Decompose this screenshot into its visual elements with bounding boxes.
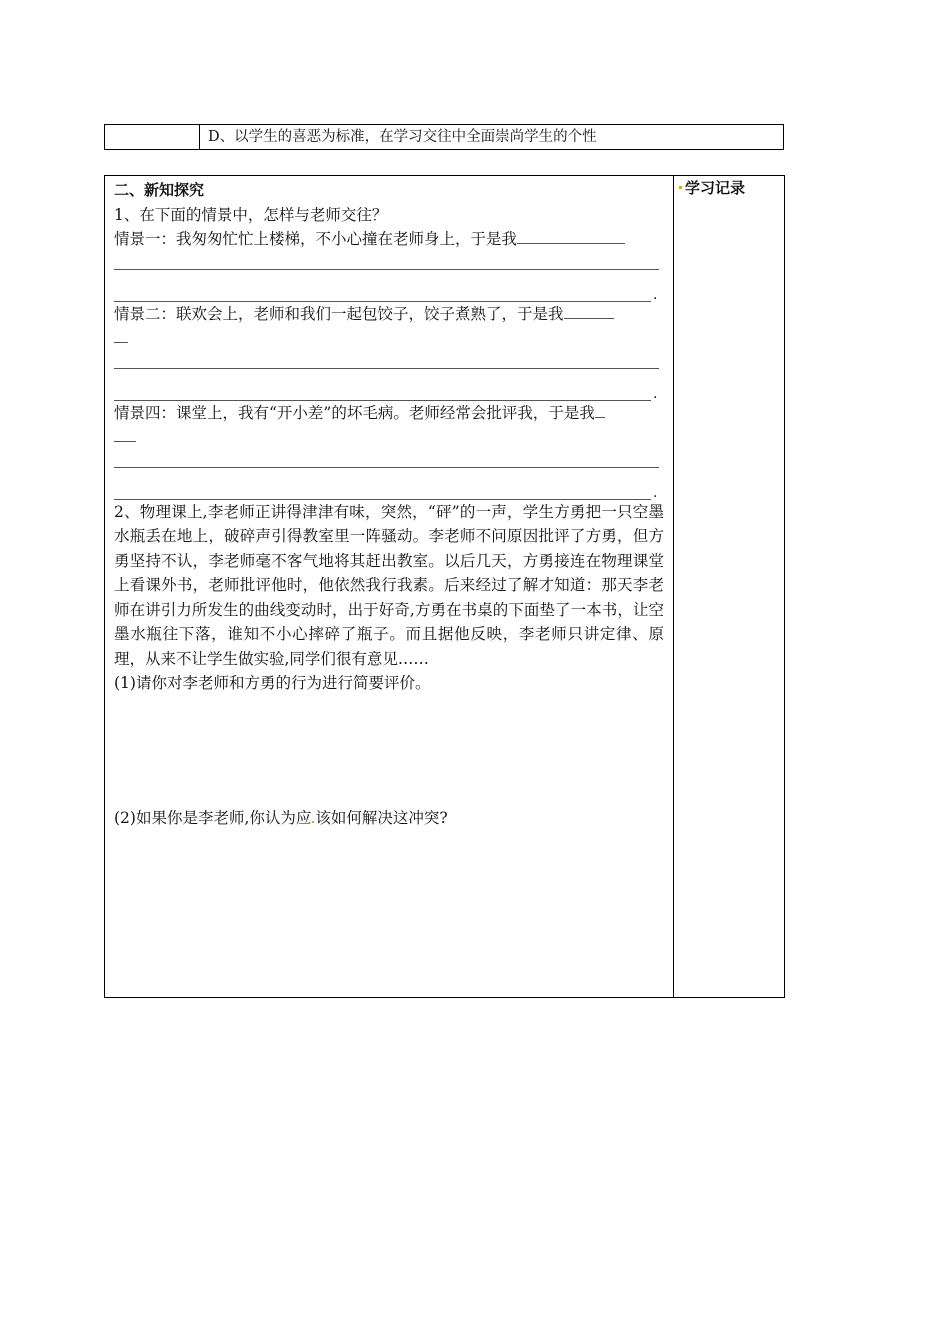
study-record-label: 学习记录 xyxy=(685,179,746,197)
scene-4-answer-blank[interactable] xyxy=(595,401,605,418)
option-d-text: D、以学生的喜恶为标准，在学习交往中全面崇尚学生的个性 xyxy=(208,129,597,145)
scene-1-text: 情景一：我匆匆忙忙上楼梯，不小心撞在老师身上，于是我 xyxy=(114,230,518,248)
option-row-left-cell xyxy=(105,125,200,149)
scene-4-text: 情景四：课堂上，我有“开小差”的坏毛病。老师经常会批评我，于是我 xyxy=(114,403,595,422)
scene-2-blank-continuation[interactable] xyxy=(114,326,664,351)
exploration-content xyxy=(105,176,674,997)
scene-2-answer-line-2[interactable] xyxy=(114,351,659,369)
scene-1-answer-blank[interactable] xyxy=(517,227,625,244)
question-2-sub-2 xyxy=(114,806,664,831)
option-row xyxy=(104,124,784,150)
question-2-passage: 2、物理课上,李老师正讲得津津有味，突然，“砰”的一声，学生方勇把一只空墨水瓶丢在地上，破碎声引得教室里一阵骚动。李老师不问原因批评了方勇，但方勇坚持不认，李老师毫不客气地将其赶出教室。以后几天，方勇接连在物理课堂上看课外书，老师批评他时，他依然我行我素。后来经过了解才知道：那天李老师在讲引力所发生的曲线变动时，出于好奇,方勇在书桌的下面垫了一本书，让空墨水瓶往下落，谁知不小心摔碎了瓶子。而且据他反映，李老师只讲定律、原理，从来不让学生做实验,同学们很有意见…… xyxy=(114,502,664,668)
scene-2-line xyxy=(114,302,664,327)
scene-1-period: . xyxy=(653,286,658,303)
scene-2-period: . xyxy=(653,385,658,402)
sub-2-text-part-2: 该如何解决这冲突? xyxy=(315,808,448,827)
scene-4-line xyxy=(114,401,664,426)
sub-2-text-part-1: (2)如果你是李老师,你认为应 xyxy=(114,808,312,827)
scene-2-answer-line-3[interactable] xyxy=(114,376,664,401)
question-1-prompt: 1、在下面的情景中，怎样与老师交往？ xyxy=(114,205,388,224)
study-record-column[interactable] xyxy=(674,176,784,997)
scene-4-blank-continuation[interactable] xyxy=(114,425,664,450)
scene-1-answer-line-3[interactable] xyxy=(114,277,664,302)
scene-4-answer-line-2[interactable] xyxy=(114,450,659,468)
scene-1-answer-line-2[interactable] xyxy=(114,252,659,270)
scene-1-line xyxy=(114,227,664,252)
scene-2-answer-blank[interactable] xyxy=(564,302,614,319)
exploration-table xyxy=(104,175,785,998)
sub-1-answer-space[interactable] xyxy=(114,696,664,806)
question-2-sub-1: (1)请你对李老师和方勇的行为进行简要评价。 xyxy=(114,674,431,692)
yellow-marker-icon xyxy=(679,186,682,189)
section-heading: 二、新知探究 xyxy=(114,181,205,199)
scene-2-text: 情景二：联欢会上，老师和我们一起包饺子，饺子煮熟了，于是我 xyxy=(114,304,564,323)
scene-4-answer-line-3[interactable] xyxy=(114,475,664,500)
scene-4-period: . xyxy=(653,484,658,501)
